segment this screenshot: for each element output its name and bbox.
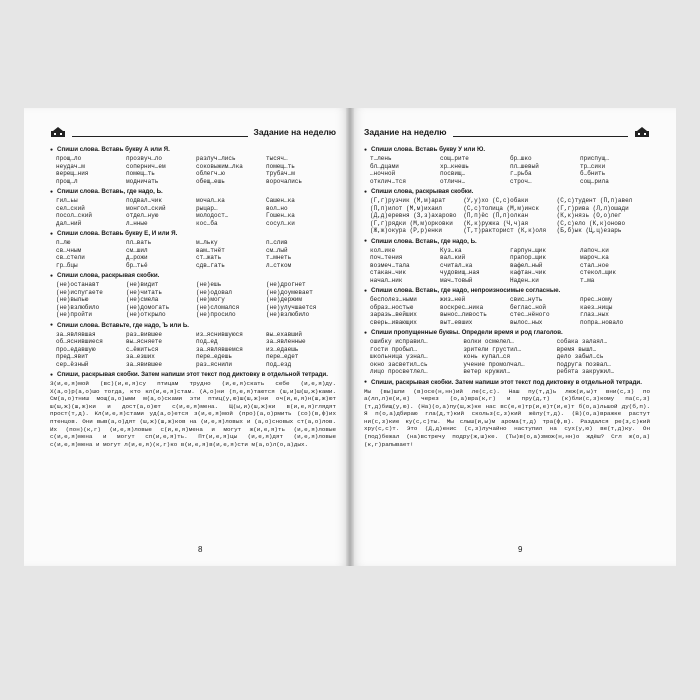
word-item: посол…ский — [56, 212, 93, 219]
word-item: сдв…гать — [196, 261, 225, 269]
word-item: (К,к)ружка (Ч,ч)ая — [463, 219, 529, 227]
word-item: мочал…ка — [196, 197, 225, 204]
house-icon — [50, 126, 66, 138]
word-item: из…яснившуюся — [196, 330, 243, 338]
word-item: (С,с)тудент (П,п)авел — [556, 197, 633, 204]
word-item: …ночной — [370, 170, 396, 177]
word-item: гр…бцы — [56, 261, 78, 269]
word-item: ветер кружил… — [463, 368, 511, 375]
word-item: вал…кий — [440, 254, 466, 261]
word-item: г…рьба — [510, 170, 532, 177]
word-item: (не)могу — [196, 296, 225, 303]
word-item: приспущ… — [580, 155, 609, 162]
word-item: помещ…ть — [126, 170, 155, 177]
word-item: ст…жать — [196, 254, 222, 261]
workbook-spread — [24, 108, 676, 566]
word-item: раз…вившее — [126, 330, 163, 338]
word-item: (К,к)нязь (О,о)лег — [556, 212, 622, 219]
word-item: за…явившее — [126, 360, 163, 368]
task-label: ● Спиши слова. Вставьте, где надо, Ъ или Ь. — [50, 322, 336, 329]
page-header — [364, 124, 650, 140]
word-item: попра…новало — [580, 318, 624, 326]
word-grid — [370, 155, 650, 185]
word-item: сверь…ивающих — [370, 318, 417, 326]
word-item: ребята закружил… — [556, 368, 615, 375]
word-item: воскрес…ника — [440, 303, 484, 311]
word-item: школьница узнал… — [370, 353, 428, 360]
word-item: пере…едет — [266, 353, 299, 360]
word-item: соковыжим…лка — [196, 162, 243, 170]
word-grid — [56, 331, 336, 369]
page-left — [24, 108, 350, 566]
word-item: прощ…ло — [56, 155, 82, 162]
word-item: (не)читать — [126, 288, 163, 296]
word-item: свис…нуть — [510, 296, 543, 303]
word-item: выт…евших — [440, 318, 473, 326]
word-item: лапоч…ки — [580, 246, 609, 254]
word-item: (не)дрогнет — [266, 281, 306, 288]
page-right — [350, 108, 676, 566]
word-item: (Б,б)ык (Ц,ц)езарь — [556, 227, 622, 234]
header-title: Задание на неделю — [253, 127, 336, 137]
word-item: отдел…ную — [126, 212, 159, 219]
word-item: дело забыл…сь — [556, 353, 604, 360]
word-item: (не)сломался — [196, 303, 240, 311]
word-item: лицо просветлел… — [370, 368, 428, 375]
word-item: из…едаешь — [266, 345, 299, 353]
task-label: ● Спиши слова. Вставь букву А или Я. — [50, 146, 336, 153]
word-item: (Ж,ж)окура (Р,р)енки — [370, 227, 443, 234]
word-item: чудовищ…ная — [440, 269, 480, 276]
task-label: ● Спиши пропущенные буквы. Определи время и род глаголов. — [364, 329, 650, 336]
task-label: ● Спиши слова. Вставь букву У или Ю. — [364, 146, 650, 153]
word-item: посвищ… — [440, 170, 466, 177]
word-item: (не)останавт — [56, 281, 100, 288]
word-item: св…чным — [56, 246, 82, 254]
word-item: л…стком — [266, 261, 292, 269]
word-item: стал…ное — [580, 261, 609, 269]
word-item: д…рожи — [126, 254, 148, 261]
word-item: (Г,г)рузчик (М,м)арат — [370, 197, 446, 204]
word-item: окно засветил…сь — [370, 360, 428, 368]
dictation-text: Мы (вы)шли (в)осе(н,нн)ий ле(с,с). Наш пу(т,д)ь леж(и,ы)т вни(с,з) по а(лл,л)е(и,е) через (о,а)вра(к,г) и пру(д,т) (к)бли(с,з)кому па(с,з)(т,д)бищ(у,ю). (На)(о,а)пу(ш,ж)ке нас вс(е,е)тр(и,е)т(и,е)т б(о,а)льшой ду(б,п). Я п(о,а)дбираю гла(д,т)кий скольз(с,з)кий жёлу(т,д). (В)(о,а)вражке растут ни(с,з)кие ку(с,с)ты. Мы слыш(и,ы)м арома(т,д) тра(ф,в). Раздался ре(з,с)кий хру(с,с)т. Это (Д,д)енис (с,з)лучайно наступил на сух(у,ю) ве(т,д)ку. Он (под)бежал (на)встречу подру(ж,ш)ке. (Ты)в(о,а)змож(н,нн)о ждёш? Сгл ж(о,а)(к,г)рапывает! — [364, 387, 650, 448]
task-label: ● Спиши, раскрывая скобки. Затем напиши этот текст под диктовку в отдельной тетради. — [364, 379, 650, 386]
word-item: (не)ешь — [196, 281, 222, 288]
word-item: (С,с)ело (К,к)оново — [556, 219, 626, 227]
word-item: м…льку — [196, 239, 218, 246]
word-grid — [370, 197, 650, 235]
word-item: гости пробыл… — [370, 345, 417, 353]
word-item: за…явленные — [266, 338, 306, 345]
book-spine — [346, 108, 354, 566]
word-item: см…лый — [266, 246, 288, 254]
word-item: бл…дцами — [370, 162, 399, 170]
word-item: (У,у)хо (С,с)обаки — [463, 197, 529, 204]
word-item: отклич…тся — [370, 177, 407, 185]
word-item: разлуч…лись — [196, 155, 236, 162]
word-item: заразь…вейших — [370, 311, 417, 318]
word-item: см…шил — [126, 246, 148, 254]
word-item: вам…тнёт — [196, 246, 225, 254]
word-item: (не)улучшается — [266, 303, 317, 311]
word-item: (не)доумевает — [266, 288, 313, 296]
task-label: ● Спиши слова. Вставь, где надо, непроизносимые согласные. — [364, 287, 650, 294]
word-item: считал…ка — [440, 261, 473, 269]
word-item: (Т,т)ракторист (К,к)оля — [463, 227, 547, 234]
word-item: пере…едешь — [196, 353, 233, 360]
word-item: тысяч… — [266, 155, 288, 162]
word-item: (не)держим — [266, 296, 303, 303]
word-item: строч… — [510, 177, 532, 185]
word-item: мароч…ка — [580, 254, 609, 261]
word-item: за…являвшая — [56, 330, 96, 338]
word-item: время вышл… — [556, 345, 597, 353]
word-item: с…ёжиться — [126, 345, 159, 353]
word-item: молодост… — [196, 212, 229, 219]
word-item: возмеч…тала — [370, 261, 410, 269]
word-item: начал…ник — [370, 276, 403, 284]
word-item: кафтан…чик — [510, 269, 547, 276]
header-title: Задание на неделю — [364, 127, 447, 137]
word-item: отличн… — [440, 177, 466, 185]
word-item: вы…ясняете — [126, 338, 163, 345]
word-item: Куз…ка — [440, 246, 462, 254]
word-item: т…мнеть — [266, 254, 292, 261]
word-item: св…стели — [56, 254, 85, 261]
word-item: стекол…щик — [580, 269, 617, 276]
word-item: вы…ехавший — [266, 330, 303, 338]
word-item: (не)взлюбило — [56, 303, 100, 311]
word-item: мач…товый — [440, 276, 473, 284]
task-label: ● Спиши слова. Вставь букву Е, И или Я. — [50, 230, 336, 237]
word-item: бр…тьё — [126, 261, 148, 269]
word-item: беглас…ной — [510, 303, 547, 311]
word-item: (П,п)ёс (П,п)олкан — [463, 212, 529, 219]
word-item: собака залаял… — [556, 338, 608, 345]
word-item: пред…явит — [56, 353, 89, 360]
page-number: 9 — [518, 545, 523, 554]
word-item: пл…вать — [126, 239, 152, 246]
word-item: прес…ному — [580, 296, 613, 303]
word-item: вынос…ливость — [440, 311, 487, 318]
task-label: ● Спиши слова. Вставь, где надо, Ь. — [50, 188, 336, 195]
word-item: облегч…ю — [196, 170, 225, 177]
word-item: помещ…ть — [266, 162, 295, 170]
word-item: ворочались — [266, 177, 303, 185]
word-item: сер…ёзный — [56, 360, 89, 368]
word-item: (П,п)илот (М,м)ихаил — [370, 204, 443, 212]
task-label: ● Спиши слова, раскрывая скобки. — [364, 188, 650, 195]
word-item: раз…яснили — [196, 360, 233, 368]
word-item: сощ…рила — [580, 177, 609, 185]
word-item: подруга позвал… — [556, 360, 611, 368]
word-item: (не)взлюбило — [266, 311, 310, 318]
word-item: (Д,д)еревня (З,з)ахарово — [370, 212, 457, 219]
word-item: (не)смела — [126, 296, 159, 303]
word-grid — [56, 239, 336, 269]
word-item: верещ…ния — [56, 170, 89, 177]
word-item: модничать — [126, 177, 159, 185]
word-item: прощ…л — [56, 177, 78, 185]
word-item: (не)испугаете — [56, 288, 103, 296]
word-item: вол…но — [266, 204, 288, 212]
word-item: неудач…м — [56, 162, 85, 170]
word-item: под…ед — [196, 338, 218, 345]
task-label: ● Спиши слова. Вставь, где надо, Ь. — [364, 238, 650, 245]
house-icon — [634, 126, 650, 138]
word-item: зрители грустил… — [463, 345, 521, 353]
word-grid — [370, 247, 650, 285]
word-item: вылос…ных — [510, 318, 543, 326]
word-grid — [56, 197, 336, 227]
word-grid — [56, 281, 336, 319]
dictation-text: З(и,е,я)мой (вс)(и,е,я)су птицам трудно (и,е,я)скать себе (и,е,я)ду. Х(а,о)р(а,о)шо тогда, кто кл(и,е,я)стам. (А,о)ни (п,е,я)таются (ш,и)ш(ш,ж)ками. См(а,о)тниш мощ(а,о)ыми м(а,о)сками эти птиц(у,ю)ш(ш,ж)ни оч(и,е,я)н(ш,ж)ют ш(ш,ж)(ш,ж)ки и дост(а,о)ют с(и,е,я)мена. Щ(ы,и)(ш,ж)ки в(и,е,я)глядят прост(т,д). Кл(и,е,я)стами уд(а,о)ется з(и,е,я)мой (про)(а,о)рмить (со)(в,ф)их птенцов. Они выв(а,о)дят (ш,ж)(ш,ж)ков на (и,е,я)ловых и (а,о)сновых ст(а,о)лов. Их (пон)(к,г) (и,е,я)ловые с(и,е,я)мена и могут ж(и,е,я)ть (и,е,я)ловые с(и,е,я)мена и могут сп(и,е,я)ть. Пт(и,е,я)цы (и,е,я)дят (и,е,я)ловые с(и,е,я)мена и могут л(и,е,я)(к,г)ко в(и,е,я)в(и,е,я)сти м(а,о)л(о,а)дых. — [50, 380, 336, 448]
word-item: (Г,г)рива (Л,л)ошади — [556, 204, 629, 212]
word-grid — [56, 155, 336, 185]
page-header — [50, 124, 336, 140]
word-item: волки осмелел… — [463, 338, 514, 345]
word-item: (не)пройти — [56, 311, 93, 318]
word-item: Сашен…ка — [266, 197, 295, 204]
word-item: поч…тения — [370, 254, 403, 261]
word-item: (Г,г)рядки (М,м)орковки — [370, 219, 453, 227]
word-item: дал…ний — [56, 219, 82, 227]
word-item: (не)одовал — [196, 288, 233, 296]
word-item: л…нные — [126, 219, 148, 227]
word-item: сопернич…ем — [126, 162, 166, 170]
word-item: б…бнить — [580, 170, 606, 177]
word-item: учение промолчал… — [463, 360, 525, 368]
word-item: (не)домогать — [126, 303, 170, 311]
word-grid — [370, 338, 650, 376]
word-item: (не)открыло — [126, 311, 166, 318]
word-item: гарпун…щик — [510, 246, 547, 254]
word-item: (не)просило — [196, 311, 236, 318]
word-item: п…лю — [56, 239, 71, 246]
word-grid — [370, 296, 650, 326]
word-item: жиз…ней — [440, 296, 466, 303]
word-item: обещ…ешь — [196, 177, 225, 185]
word-item: за…являвшемся — [196, 345, 243, 353]
page-number: 8 — [198, 545, 203, 554]
word-item: кол…ике — [370, 246, 396, 254]
word-item: стакан…чик — [370, 269, 407, 276]
word-item: (не)вылью — [56, 296, 89, 303]
word-item: за…езших — [126, 353, 155, 360]
word-item: рыцар… — [196, 204, 218, 212]
word-item: (С,с)толица (М,м)инск — [463, 204, 539, 212]
word-item: Наден…ки — [510, 276, 539, 284]
word-item: каез…ницы — [580, 303, 613, 311]
word-item: Гошен…ка — [266, 212, 295, 219]
word-item: сощ…рите — [440, 155, 469, 162]
word-item: хр…кнешь — [440, 162, 469, 170]
word-item: подвал…чик — [126, 197, 163, 204]
word-item: стес…нёного — [510, 311, 550, 318]
word-item: прозвуч…ло — [126, 155, 163, 162]
word-item: кос…ба — [196, 219, 218, 227]
word-item: пл…шевый — [510, 162, 539, 170]
word-item: бесполез…ными — [370, 296, 417, 303]
word-item: сосул…ки — [266, 219, 295, 227]
word-item: тр…сики — [580, 162, 606, 170]
word-item: конь купал…ся — [463, 353, 511, 360]
word-item: п…слив — [266, 239, 288, 246]
word-item: вафел…ный — [510, 261, 543, 269]
task-label: ● Спиши, раскрывая скобки. Затем напиши этот текст под диктовку в отдельной тетради. — [50, 371, 336, 378]
task-label: ● Спиши слова, раскрывая скобки. — [50, 272, 336, 279]
word-item: (не)видит — [126, 281, 159, 288]
word-item: т…лень — [370, 155, 392, 162]
word-item: прапор…щик — [510, 254, 547, 261]
word-item: под…езд — [266, 360, 292, 368]
word-item: об…яснившиеся — [56, 338, 103, 345]
word-item: бр…шко — [510, 155, 532, 162]
word-item: глаз…ных — [580, 311, 609, 318]
word-item: т…ма — [580, 276, 595, 284]
word-item: монгол…ский — [126, 204, 166, 212]
word-item: сел…ский — [56, 204, 85, 212]
word-item: про…едавшую — [56, 345, 96, 353]
word-item: ошибку исправил… — [370, 338, 428, 345]
word-item: гил…ьы — [56, 197, 78, 204]
word-item: трубач…м — [266, 170, 295, 177]
word-item: образ…ностью — [370, 303, 414, 311]
